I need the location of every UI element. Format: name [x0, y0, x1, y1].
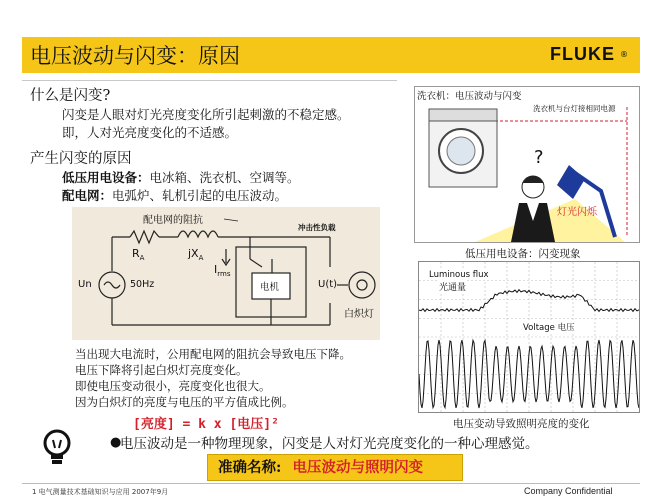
washer-illustration	[414, 86, 640, 243]
luminous-label-cn: 光通量	[439, 280, 466, 293]
explanation-line-1: 当出现大电流时，公用配电网的阻抗会导致电压下降。	[75, 347, 351, 361]
washer-note: 洗衣机与台灯接相同电源	[533, 104, 616, 113]
cause-item-1-label: 低压用电设备：	[62, 170, 150, 185]
header-divider	[22, 80, 397, 81]
x-sub: A	[198, 254, 204, 263]
ut-label: U(t)	[318, 279, 338, 290]
definition-line-1: 闪变是人眼对灯光亮度变化所引起刺激的不稳定感。	[62, 107, 350, 122]
impedance-label: 配电网的阻抗	[143, 215, 203, 226]
frequency-label: 50Hz	[130, 279, 155, 290]
fluke-logo	[544, 40, 636, 70]
reactance-label	[188, 247, 203, 262]
banner-label: 准确名称:	[218, 459, 282, 476]
voltage-label: Voltage 电压	[523, 323, 575, 333]
cause-item-1	[62, 168, 300, 186]
r-label: R	[132, 247, 140, 260]
accurate-name-banner	[207, 454, 463, 481]
washer-caption: 低压用电设备：闪变现象	[465, 248, 581, 260]
explanation-line-3: 即使电压变动很小，亮度变化也很大。	[75, 379, 271, 393]
cause-item-2-label: 配电网：	[62, 188, 113, 203]
i-sub: rms	[217, 270, 231, 279]
summary-text: 电压波动是一种物理现象，闪变是人对灯光亮度变化的一种心理感觉。	[120, 436, 539, 452]
bullet-icon: ●	[110, 435, 122, 450]
lamp-label: 白炽灯	[344, 309, 374, 320]
logo-text: FLUKE	[550, 44, 615, 64]
explanation-line-2: 电压下降将引起白炽灯亮度变化。	[75, 363, 248, 377]
heading-what-is: 什么是闪变?	[30, 88, 111, 104]
load-label: 冲击性负载	[298, 223, 336, 232]
washer-title: 洗衣机：电压波动与闪变	[417, 91, 522, 102]
current-label	[214, 263, 230, 278]
banner-value: 电压波动与照明闪变	[292, 459, 423, 476]
washer-scene	[415, 87, 639, 242]
flicker-waveform	[418, 261, 640, 413]
x-label: jX	[188, 247, 199, 260]
cause-item-2-text: 电弧炉、轧机引起的电压波动。	[112, 188, 288, 203]
i-label: I	[214, 263, 218, 276]
heading-causes: 产生闪变的原因	[30, 151, 132, 167]
footer-confidential: Company Confidential	[524, 486, 613, 496]
definition-line-2: 即，人对光亮度变化的不适感。	[62, 125, 238, 140]
page-title: 电压波动与闪变：原因	[30, 44, 240, 68]
motor-label: 电机	[260, 282, 280, 293]
circuit-diagram	[72, 207, 380, 340]
footer-divider	[22, 483, 640, 484]
question-mark: ?	[534, 147, 544, 168]
source-label: Un	[78, 279, 92, 290]
cause-item-1-text: 电冰箱、洗衣机、空调等。	[149, 170, 300, 185]
resistance-label	[132, 247, 144, 262]
luminous-label-en: Luminous flux	[429, 270, 489, 280]
cause-item-2	[62, 186, 287, 204]
brightness-formula: [亮度] = k x [电压]²	[133, 417, 279, 432]
logo-mark: ®	[620, 50, 628, 59]
lightbulb-icon	[40, 428, 74, 466]
r-sub: A	[139, 254, 145, 263]
flicker-label: 灯光闪烁	[557, 207, 597, 218]
footer-page-info: 1 电气测量技术基础知识与应用 2007年9月	[32, 488, 169, 496]
explanation-line-4: 因为白炽灯的亮度与电压的平方值成比例。	[75, 395, 294, 409]
waveform-caption: 电压变动导致照明亮度的变化	[453, 418, 590, 430]
